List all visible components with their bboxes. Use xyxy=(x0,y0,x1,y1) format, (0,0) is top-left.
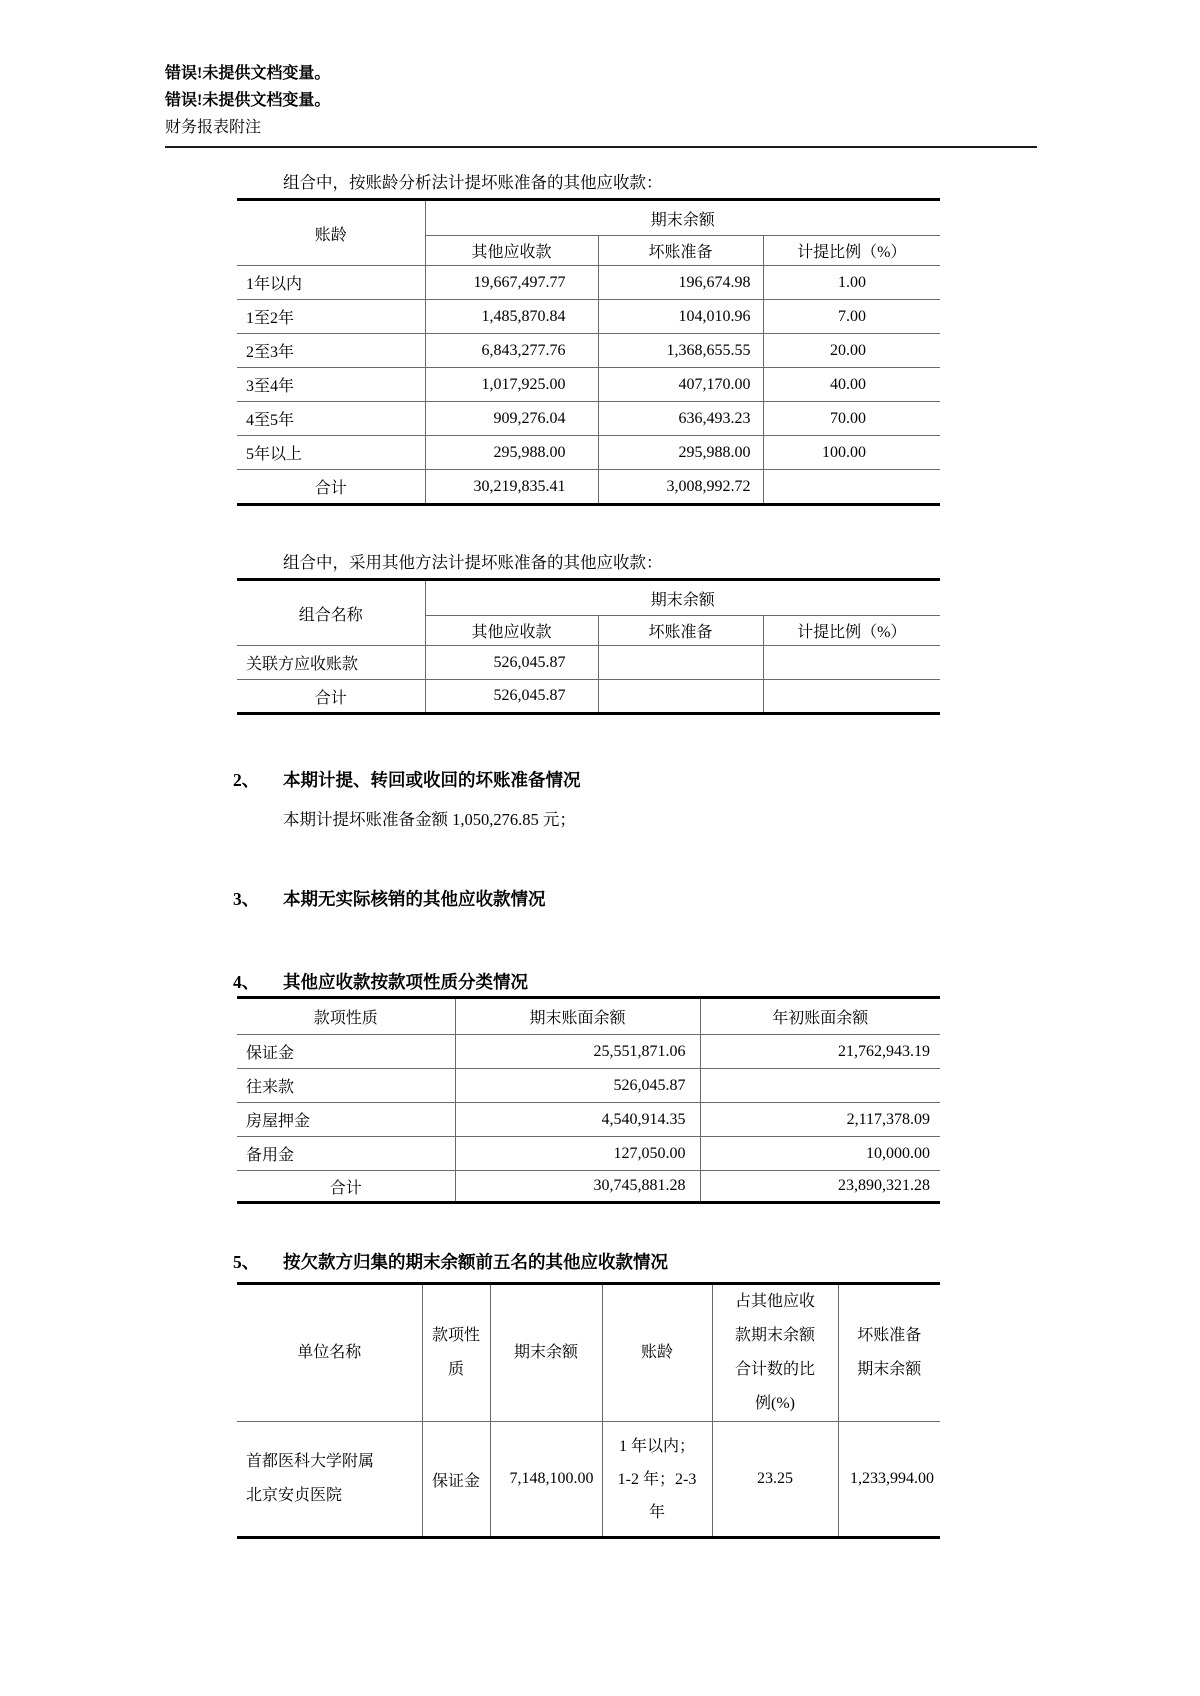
total-label: 合计 xyxy=(237,470,425,505)
doc-header-line-3: 财务报表附注 xyxy=(165,119,262,136)
total-period-end-amount: 30,745,881.28 xyxy=(455,1171,700,1203)
nature-label: 备用金 xyxy=(237,1137,455,1171)
table-total-row xyxy=(237,470,940,505)
total-provision-ratio xyxy=(763,680,940,714)
total-other-receivables: 526,045.87 xyxy=(425,680,598,714)
bad-debt-amount: 1,233,994.00 xyxy=(838,1422,940,1538)
provision-ratio-value: 7.00 xyxy=(763,300,940,334)
table-total-row xyxy=(237,1171,940,1203)
aging-label: 1至2年 xyxy=(237,300,425,334)
other-receivables-amount: 1,485,870.84 xyxy=(425,300,598,334)
table-row xyxy=(237,1035,940,1069)
bad-debt-provision-amount: 295,988.00 xyxy=(598,436,763,470)
col-header-other-receivables: 其他应收款 xyxy=(425,236,598,266)
section-5-heading xyxy=(233,1250,1200,1274)
col-header-bad-debt-provision: 坏账准备 xyxy=(598,236,763,266)
document-header xyxy=(165,60,1200,141)
aging-label: 4至5年 xyxy=(237,402,425,436)
year-begin-amount: 21,762,943.19 xyxy=(700,1035,940,1069)
aging-label: 3至4年 xyxy=(237,368,425,402)
col-header-bad-debt-provision: 坏账准备 xyxy=(598,616,763,646)
table-row xyxy=(237,334,940,368)
other-receivables-amount: 909,276.04 xyxy=(425,402,598,436)
section-title: 其他应收款按款项性质分类情况 xyxy=(283,972,528,992)
other-receivables-amount: 526,045.87 xyxy=(425,646,598,680)
nature-label: 往来款 xyxy=(237,1069,455,1103)
total-year-begin-amount: 23,890,321.28 xyxy=(700,1171,940,1203)
col-header-period-end-balance: 期末余额 xyxy=(490,1284,602,1422)
nature-label: 房屋押金 xyxy=(237,1103,455,1137)
section-2-body: 本期计提坏账准备金额 1,050,276.85 元； xyxy=(283,810,576,829)
other-receivables-amount: 1,017,925.00 xyxy=(425,368,598,402)
unit-name: 首都医科大学附属北京安贞医院 xyxy=(237,1422,422,1538)
provision-ratio-value: 20.00 xyxy=(763,334,940,368)
table-header-row xyxy=(237,998,940,1035)
bad-debt-provision-amount: 407,170.00 xyxy=(598,368,763,402)
nature-label: 保证金 xyxy=(422,1422,490,1538)
section-title: 本期无实际核销的其他应收款情况 xyxy=(283,889,546,909)
total-label: 合计 xyxy=(237,680,425,714)
col-header-provision-ratio: 计提比例（%） xyxy=(763,236,940,266)
other-receivables-amount: 295,988.00 xyxy=(425,436,598,470)
aging-label: 1年以内 xyxy=(237,266,425,300)
section-3-heading xyxy=(233,887,1200,911)
period-end-amount: 4,540,914.35 xyxy=(455,1103,700,1137)
section-number: 5、 xyxy=(233,1252,260,1272)
other-receivables-amount: 6,843,277.76 xyxy=(425,334,598,368)
table-row xyxy=(237,1069,940,1103)
other-method-table-title: 组合中，采用其他方法计提坏账准备的其他应收款： xyxy=(283,553,663,572)
col-header-nature: 款项性质 xyxy=(237,998,455,1035)
table-header-row xyxy=(237,200,940,236)
total-other-receivables: 30,219,835.41 xyxy=(425,470,598,505)
provision-ratio-value: 100.00 xyxy=(763,436,940,470)
aging-label: 5年以上 xyxy=(237,436,425,470)
total-bad-debt-provision xyxy=(598,680,763,714)
period-end-amount: 25,551,871.06 xyxy=(455,1035,700,1069)
table-total-row xyxy=(237,680,940,714)
aging-detail: 1 年以内；1-2 年；2-3 年 xyxy=(602,1422,712,1538)
section-4-heading xyxy=(233,970,1200,994)
ratio-value: 23.25 xyxy=(712,1422,838,1538)
bad-debt-provision-amount: 636,493.23 xyxy=(598,402,763,436)
section-number: 3、 xyxy=(233,889,260,909)
col-header-period-end-book-balance: 期末账面余额 xyxy=(455,998,700,1035)
table-row xyxy=(237,402,940,436)
aging-analysis-table xyxy=(237,198,940,506)
col-header-nature: 款项性质 xyxy=(422,1284,490,1422)
top5-debtors-table xyxy=(237,1282,940,1539)
bad-debt-provision-amount: 196,674.98 xyxy=(598,266,763,300)
table-row xyxy=(237,300,940,334)
nature-label: 保证金 xyxy=(237,1035,455,1069)
aging-table-title: 组合中，按账龄分析法计提坏账准备的其他应收款： xyxy=(283,173,663,192)
bad-debt-provision-amount: 104,010.96 xyxy=(598,300,763,334)
table-row xyxy=(237,1137,940,1171)
period-end-amount: 7,148,100.00 xyxy=(490,1422,602,1538)
provision-ratio-value: 70.00 xyxy=(763,402,940,436)
col-header-ratio-of-total: 占其他应收款期末余额合计数的比例(%) xyxy=(712,1284,838,1422)
table-header-row xyxy=(237,1284,940,1422)
doc-header-line-2: 错误!未提供文档变量。 xyxy=(165,92,331,109)
section-number: 4、 xyxy=(233,972,260,992)
section-title: 按欠款方归集的期末余额前五名的其他应收款情况 xyxy=(283,1252,668,1272)
total-bad-debt-provision: 3,008,992.72 xyxy=(598,470,763,505)
other-receivables-amount: 19,667,497.77 xyxy=(425,266,598,300)
col-header-aging: 账龄 xyxy=(602,1284,712,1422)
col-header-period-end-balance: 期末余额 xyxy=(425,580,940,616)
table-row xyxy=(237,436,940,470)
table-row xyxy=(237,266,940,300)
provision-ratio-value: 40.00 xyxy=(763,368,940,402)
provision-ratio-value xyxy=(763,646,940,680)
other-method-table xyxy=(237,578,940,715)
bad-debt-provision-amount xyxy=(598,646,763,680)
table-row xyxy=(237,368,940,402)
col-header-aging: 账龄 xyxy=(237,200,425,266)
bad-debt-provision-amount: 1,368,655.55 xyxy=(598,334,763,368)
total-label: 合计 xyxy=(237,1171,455,1203)
table-header-row xyxy=(237,580,940,616)
total-provision-ratio xyxy=(763,470,940,505)
col-header-year-begin-book-balance: 年初账面余额 xyxy=(700,998,940,1035)
nature-classification-table xyxy=(237,996,940,1204)
col-header-bad-debt-period-end: 坏账准备期末余额 xyxy=(838,1284,940,1422)
col-header-provision-ratio: 计提比例（%） xyxy=(763,616,940,646)
doc-header-line-1: 错误!未提供文档变量。 xyxy=(165,65,331,82)
col-header-period-end-balance: 期末余额 xyxy=(425,200,940,236)
period-end-amount: 526,045.87 xyxy=(455,1069,700,1103)
col-header-portfolio-name: 组合名称 xyxy=(237,580,425,646)
period-end-amount: 127,050.00 xyxy=(455,1137,700,1171)
provision-ratio-value: 1.00 xyxy=(763,266,940,300)
col-header-other-receivables: 其他应收款 xyxy=(425,616,598,646)
year-begin-amount: 2,117,378.09 xyxy=(700,1103,940,1137)
header-divider-rule xyxy=(165,146,1037,148)
year-begin-amount xyxy=(700,1069,940,1103)
table-row xyxy=(237,1422,940,1538)
table-row xyxy=(237,1103,940,1137)
section-title: 本期计提、转回或收回的坏账准备情况 xyxy=(283,770,581,790)
col-header-unit-name: 单位名称 xyxy=(237,1284,422,1422)
year-begin-amount: 10,000.00 xyxy=(700,1137,940,1171)
section-2-heading xyxy=(233,768,1200,792)
aging-label: 2至3年 xyxy=(237,334,425,368)
portfolio-name-label: 关联方应收账款 xyxy=(237,646,425,680)
section-number: 2、 xyxy=(233,770,260,790)
table-row xyxy=(237,646,940,680)
